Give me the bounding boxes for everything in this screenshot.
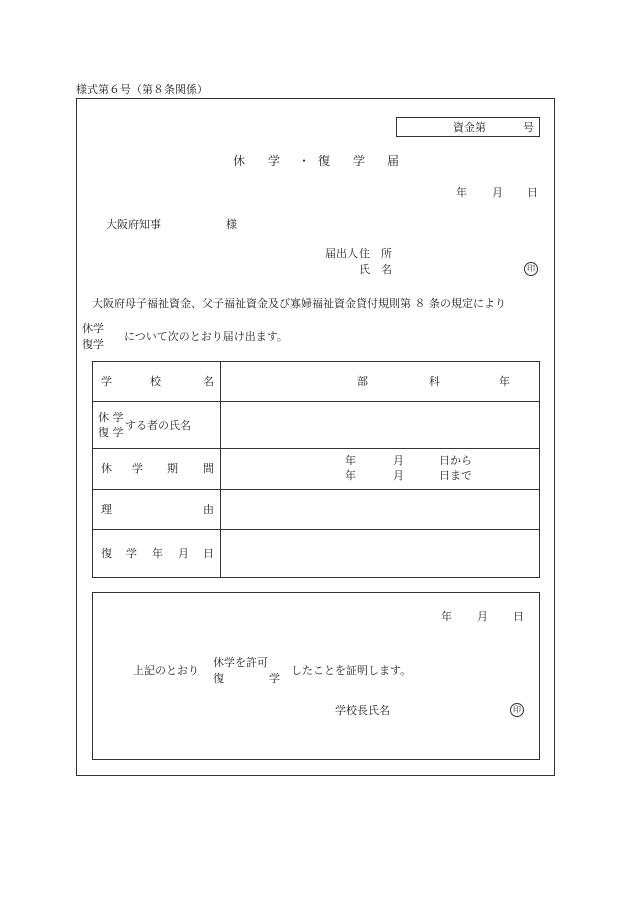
principal-seal: 印	[510, 703, 524, 717]
title-char: 学	[353, 154, 366, 168]
body-choice-top: 休学	[82, 322, 104, 335]
label-char: 期	[167, 462, 178, 475]
label-char: 名	[203, 375, 214, 388]
cert-suffix: したことを証明します。	[291, 664, 412, 677]
applicant-seal: 印	[524, 262, 538, 276]
table-row	[93, 490, 540, 530]
applicant-address-label: 住 所	[359, 247, 392, 260]
person-name-label	[93, 402, 221, 449]
title-char: 復	[318, 154, 331, 168]
cert-choice-bottom-left: 復	[213, 672, 224, 685]
table-row	[93, 449, 540, 490]
return-date-label	[93, 530, 221, 578]
addressee-honorific: 様	[226, 218, 237, 231]
label-char: 日	[203, 547, 214, 560]
label-char: 月	[178, 547, 189, 560]
course-label: 科	[429, 375, 440, 388]
label-char: 理	[101, 503, 112, 516]
label-char: 学	[126, 547, 137, 560]
title-char: 休	[233, 154, 246, 168]
person-label-text: する者の氏名	[125, 419, 191, 432]
body-text-2: について次のとおり届け出ます。	[124, 330, 288, 343]
cert-prefix: 上記のとおり	[133, 664, 199, 677]
form-number: 様式第６号（第８条関係）	[76, 83, 208, 96]
label-char: 校	[150, 375, 161, 388]
person-name-value[interactable]	[221, 402, 540, 449]
info-table	[92, 361, 540, 578]
date-year: 年	[456, 186, 467, 199]
label-char: 年	[152, 547, 163, 560]
fund-number-label: 資金第	[453, 121, 486, 134]
to-year: 年	[345, 469, 356, 482]
label-char: 休	[101, 462, 112, 475]
body-choice-bottom: 復学	[82, 338, 104, 351]
fund-number-suffix: 号	[523, 121, 534, 134]
cert-date-year: 年	[441, 610, 452, 623]
body-text: 大阪府母子福祉資金、父子福祉資金及び寡婦福祉資金貸付規則第 ８ 条の規定により	[92, 297, 506, 310]
reason-label	[93, 490, 221, 530]
principal-name-label: 学校長氏名	[335, 704, 390, 717]
date-day: 日	[527, 186, 538, 199]
table-row	[93, 530, 540, 578]
title-char: 学	[268, 154, 281, 168]
period-label	[93, 449, 221, 490]
from-month: 月	[393, 454, 404, 467]
department-label: 部	[357, 375, 368, 388]
certificate-box	[92, 592, 540, 760]
choice-bottom: 復 学	[98, 426, 124, 439]
period-value[interactable]	[221, 449, 540, 490]
applicant-prefix: 届出人	[325, 247, 358, 260]
addressee-name: 大阪府知事	[106, 218, 161, 231]
from-day: 日から	[439, 454, 472, 467]
title-char: ・	[298, 154, 311, 168]
return-date-value[interactable]	[221, 530, 540, 578]
grade-label: 年	[499, 375, 510, 388]
table-row	[93, 402, 540, 449]
to-month: 月	[393, 469, 404, 482]
reason-value[interactable]	[221, 490, 540, 530]
label-char: 由	[203, 503, 214, 516]
fund-number-box	[396, 117, 540, 137]
applicant-name-label: 氏 名	[359, 263, 392, 276]
school-name-value[interactable]	[221, 362, 540, 402]
label-char: 学	[101, 375, 112, 388]
label-char: 復	[101, 547, 112, 560]
cert-date-day: 日	[513, 610, 524, 623]
cert-date-month: 月	[477, 610, 488, 623]
label-char: 間	[203, 462, 214, 475]
cert-choice-top: 休学を許可	[213, 656, 268, 669]
school-name-label	[93, 362, 221, 402]
cert-choice-bottom-right: 学	[269, 672, 280, 685]
title-char: 届	[387, 154, 400, 168]
to-day: 日まで	[439, 469, 472, 482]
label-char: 学	[132, 462, 143, 475]
from-year: 年	[345, 454, 356, 467]
table-row	[93, 362, 540, 402]
choice-top: 休 学	[98, 411, 124, 424]
date-month: 月	[492, 186, 503, 199]
